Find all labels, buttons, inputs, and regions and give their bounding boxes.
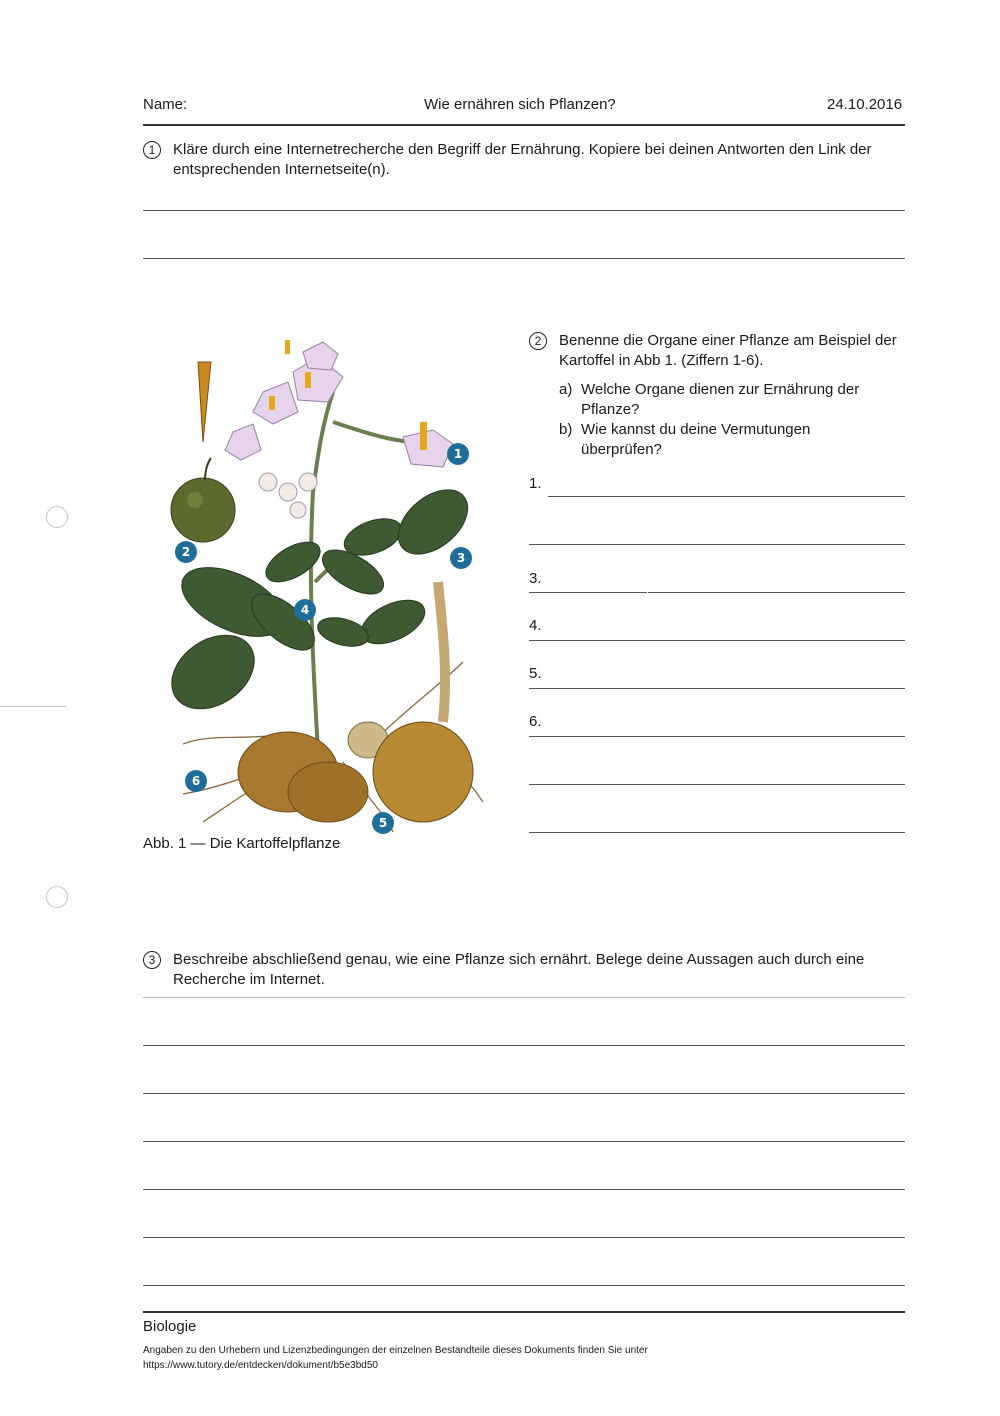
footer-rule xyxy=(143,1311,905,1313)
task2-number: 2 xyxy=(529,332,547,350)
figure-badge-3: 3 xyxy=(450,547,472,569)
task1-number: 1 xyxy=(143,141,161,159)
header-rule xyxy=(143,124,905,126)
answer-label-3: 3. xyxy=(529,570,542,587)
task2-sub-b-marker: b) xyxy=(559,421,573,438)
task3-text: Beschreibe abschließend genau, wie eine Pflanze sich ernährt. Belege deine Aussagen auch durch eine Recherche im Internet. xyxy=(173,951,865,988)
fold-mark xyxy=(0,706,66,707)
figure-badge-6: 6 xyxy=(185,770,207,792)
footer-license-line1: Angaben zu den Urhebern und Lizenzbedingungen der einzelnen Bestandteile dieses Dokuments finden Sie unter xyxy=(143,1345,648,1356)
figure-badge-2: 2 xyxy=(175,541,197,563)
answer-label-5: 5. xyxy=(529,665,542,682)
task3-answer-line[interactable] xyxy=(143,1045,905,1046)
task1-answer-line[interactable] xyxy=(143,258,905,259)
answer-line-3b[interactable] xyxy=(648,592,905,593)
page-title: Wie ernähren sich Pflanzen? xyxy=(424,96,616,113)
task3-answer-line[interactable] xyxy=(143,1093,905,1094)
task3-answer-line[interactable] xyxy=(143,1237,905,1238)
footer-license-url[interactable]: https://www.tutory.de/entdecken/dokument/b5e3bd50 xyxy=(143,1360,378,1371)
answer-line-1[interactable] xyxy=(548,496,905,497)
name-label: Name: xyxy=(143,96,188,113)
task3-answer-line[interactable] xyxy=(143,997,905,998)
task3-answer-line[interactable] xyxy=(143,1189,905,1190)
task1-answer-line[interactable] xyxy=(143,210,905,211)
answer-label-1: 1. xyxy=(529,475,542,492)
answer-line-3a[interactable] xyxy=(529,592,647,593)
answer-line-2[interactable] xyxy=(529,544,905,545)
figure-caption: Abb. 1 — Die Kartoffelpflanze xyxy=(143,835,341,852)
answer-line-7[interactable] xyxy=(529,784,905,785)
punch-hole-bottom xyxy=(46,886,68,908)
answer-label-6: 6. xyxy=(529,713,542,730)
task3-answer-line[interactable] xyxy=(143,1141,905,1142)
figure-badge-4: 4 xyxy=(294,599,316,621)
punch-hole-top xyxy=(46,506,68,528)
task2-text: Benenne die Organe einer Pflanze am Beispiel der Kartoffel in Abb 1. (Ziffern 1-6). xyxy=(559,332,897,369)
task1-text: Kläre durch eine Internetrecherche den Begriff der Ernährung. Kopiere bei deinen Antworten den Link der entsprechenden Internetseite(n). xyxy=(173,141,872,178)
figure-badge-1: 1 xyxy=(447,443,469,465)
potato-plant-illustration xyxy=(143,332,519,832)
task2-sub-b-text: Wie kannst du deine Vermutungen überprüfen? xyxy=(581,421,811,458)
answer-line-5[interactable] xyxy=(529,688,905,689)
answer-label-4: 4. xyxy=(529,617,542,634)
task2-sub-a-text: Welche Organe dienen zur Ernährung der Pflanze? xyxy=(581,381,860,418)
task3-answer-line[interactable] xyxy=(143,1285,905,1286)
date: 24.10.2016 xyxy=(827,96,903,113)
footer-subject: Biologie xyxy=(143,1318,197,1335)
figure-badge-5: 5 xyxy=(372,812,394,834)
task2-sub-a-marker: a) xyxy=(559,381,573,398)
answer-line-6[interactable] xyxy=(529,736,905,737)
potato-plant-drawing xyxy=(143,332,519,832)
answer-line-8[interactable] xyxy=(529,832,905,833)
answer-line-4[interactable] xyxy=(529,640,905,641)
task3-number: 3 xyxy=(143,951,161,969)
